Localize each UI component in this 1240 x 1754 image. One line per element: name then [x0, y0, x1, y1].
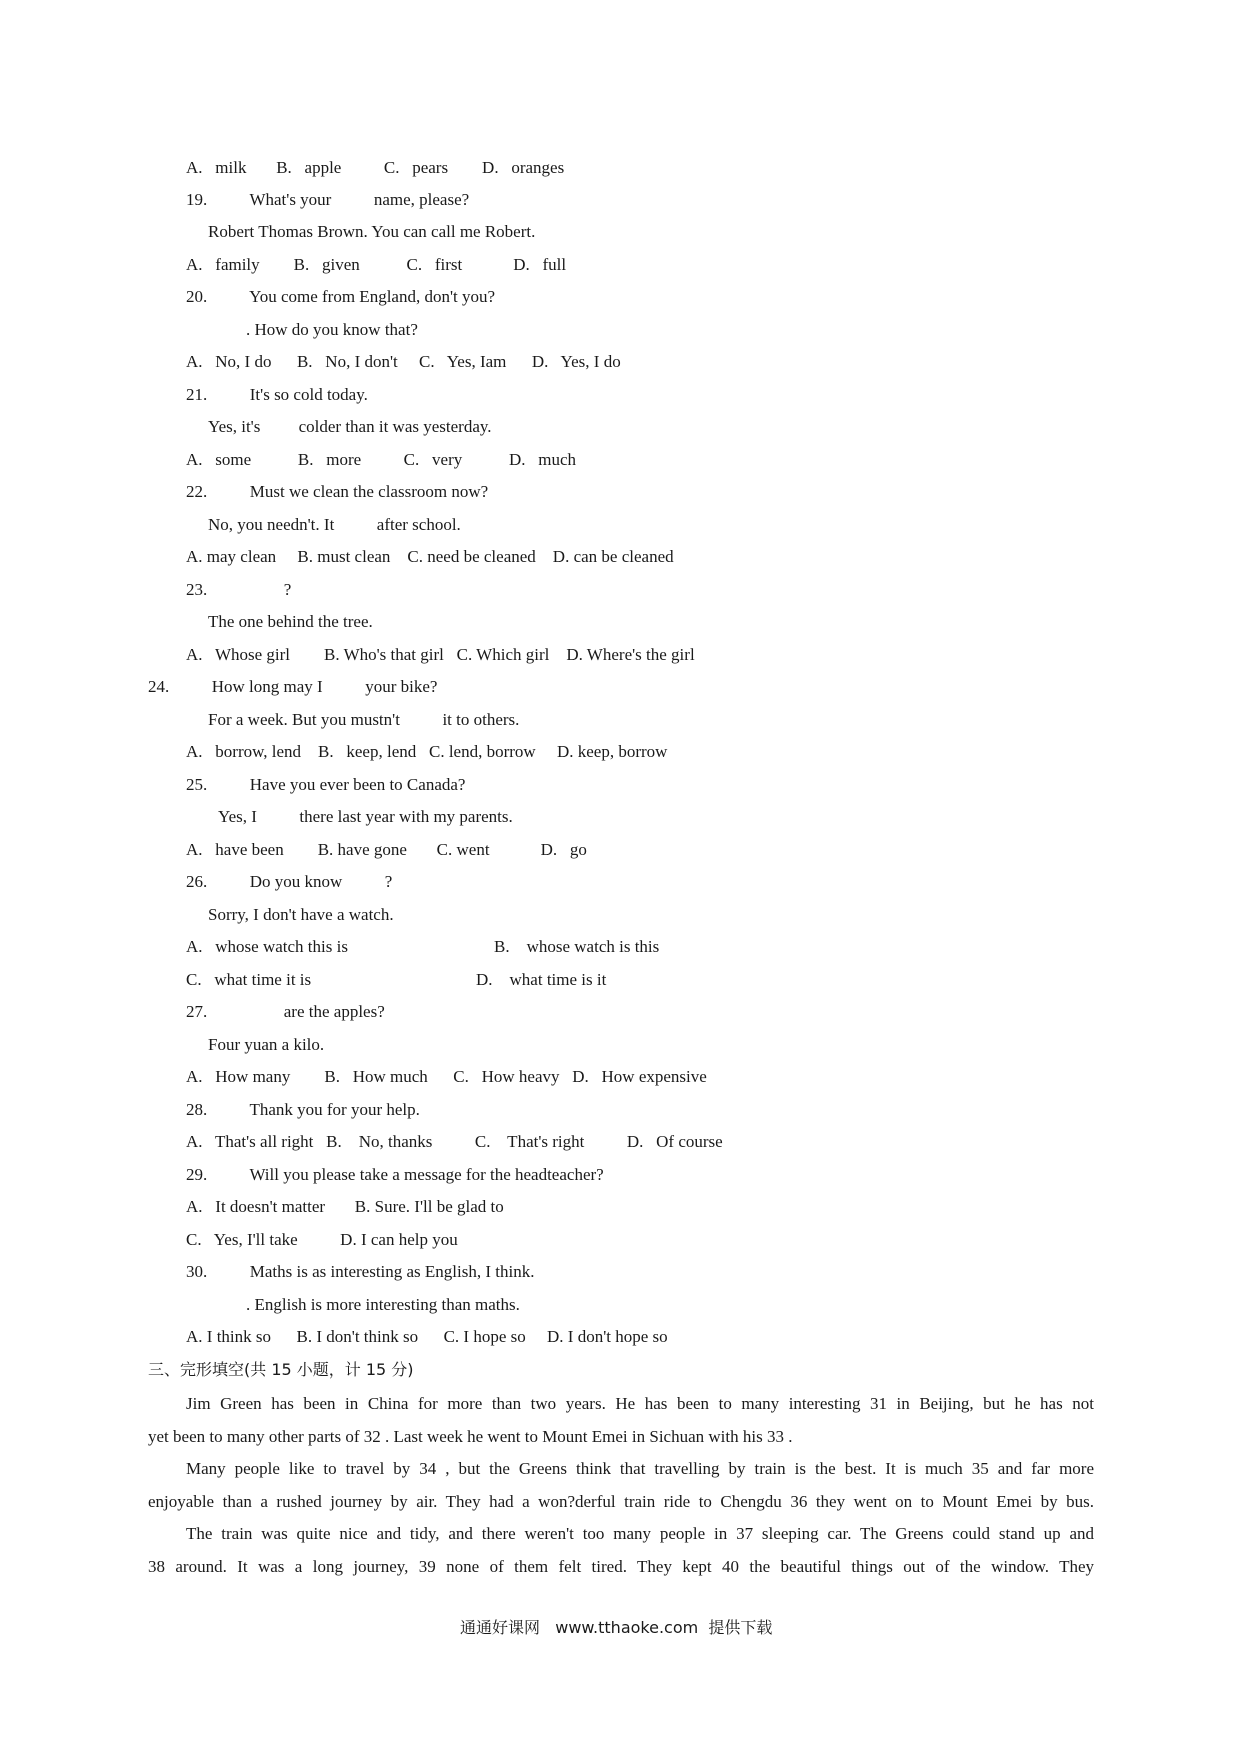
question-20: 20. You come from England, don't you? [186, 287, 496, 306]
question-22: 22. Must we clean the classroom now? [186, 482, 489, 501]
option-26-d: D. what time is it [476, 970, 607, 989]
option-line-18: A. milk B. apple C. pears D. oranges [186, 158, 565, 177]
section-title: 三、完形填空(共 15 小题，计 15 分) [148, 1360, 414, 1379]
answer-line-20: . How do you know that? [246, 320, 418, 339]
passage-line-6: 38 around. It was a long journey, 39 none of them felt tired. They kept 40 the beautiful things out of the window. They [148, 1557, 1094, 1576]
option-line-19: A. family B. given C. first D. full [186, 255, 567, 274]
option-26-a: A. whose watch this is [186, 937, 348, 956]
option-line-20: A. No, I do B. No, I don't C. Yes, Iam D. Yes, I do [186, 352, 621, 371]
question-21: 21. It's so cold today. [186, 385, 368, 404]
answer-line-21: Yes, it's colder than it was yesterday. [208, 417, 492, 436]
passage-line-1: Jim Green has been in China for more than two years. He has been to many interesting 31 in Beijing, but he has not [186, 1394, 1094, 1413]
question-26: 26. Do you know ? [186, 872, 393, 891]
option-line-29-ab: A. It doesn't matter B. Sure. I'll be glad to [186, 1197, 504, 1216]
option-line-25: A. have been B. have gone C. went D. go [186, 840, 587, 859]
question-23: 23. ? [186, 580, 292, 599]
question-29: 29. Will you please take a message for the headteacher? [186, 1165, 604, 1184]
page-footer: 通通好课网 www.tthaoke.com 提供下载 [460, 1618, 773, 1637]
passage-line-5: The train was quite nice and tidy, and there weren't too many people in 37 sleeping car. The Greens could stand up and [186, 1524, 1094, 1543]
option-line-22: A. may clean B. must clean C. need be cleaned D. can be cleaned [186, 547, 674, 566]
passage-line-3: Many people like to travel by 34 , but the Greens think that travelling by train is the best. It is much 35 and far more [186, 1459, 1094, 1478]
answer-line-25: Yes, I there last year with my parents. [218, 807, 513, 826]
answer-line-24: For a week. But you mustn't it to others. [208, 710, 520, 729]
option-line-27: A. How many B. How much C. How heavy D. How expensive [186, 1067, 707, 1086]
option-line-24: A. borrow, lend B. keep, lend C. lend, borrow D. keep, borrow [186, 742, 668, 761]
option-26-b: B. whose watch is this [494, 937, 660, 956]
option-line-23: A. Whose girl B. Who's that girl C. Which girl D. Where's the girl [186, 645, 695, 664]
question-28: 28. Thank you for your help. [186, 1100, 420, 1119]
option-line-28: A. That's all right B. No, thanks C. That's right D. Of course [186, 1132, 723, 1151]
question-30: 30. Maths is as interesting as English, I think. [186, 1262, 535, 1281]
answer-line-23: The one behind the tree. [208, 612, 373, 631]
question-27: 27. are the apples? [186, 1002, 385, 1021]
answer-line-19: Robert Thomas Brown. You can call me Robert. [208, 222, 536, 241]
option-26-c: C. what time it is [186, 970, 312, 989]
question-19: 19. What's your name, please? [186, 190, 470, 209]
question-25: 25. Have you ever been to Canada? [186, 775, 466, 794]
question-24: 24. How long may I your bike? [148, 677, 438, 696]
passage-line-4: enjoyable than a rushed journey by air. They had a won?derful train ride to Chengdu 36 they went on to Mount Emei by bus. [148, 1492, 1094, 1511]
option-line-30: A. I think so B. I don't think so C. I hope so D. I don't hope so [186, 1327, 668, 1346]
option-line-29-cd: C. Yes, I'll take D. I can help you [186, 1230, 458, 1249]
answer-line-27: Four yuan a kilo. [208, 1035, 325, 1054]
answer-line-22: No, you needn't. It after school. [208, 515, 461, 534]
answer-line-26: Sorry, I don't have a watch. [208, 905, 394, 924]
option-line-21: A. some B. more C. very D. much [186, 450, 577, 469]
passage-line-2: yet been to many other parts of 32 . Last week he went to Mount Emei in Sichuan with his 33 . [148, 1427, 793, 1446]
answer-line-30: . English is more interesting than maths. [246, 1295, 520, 1314]
